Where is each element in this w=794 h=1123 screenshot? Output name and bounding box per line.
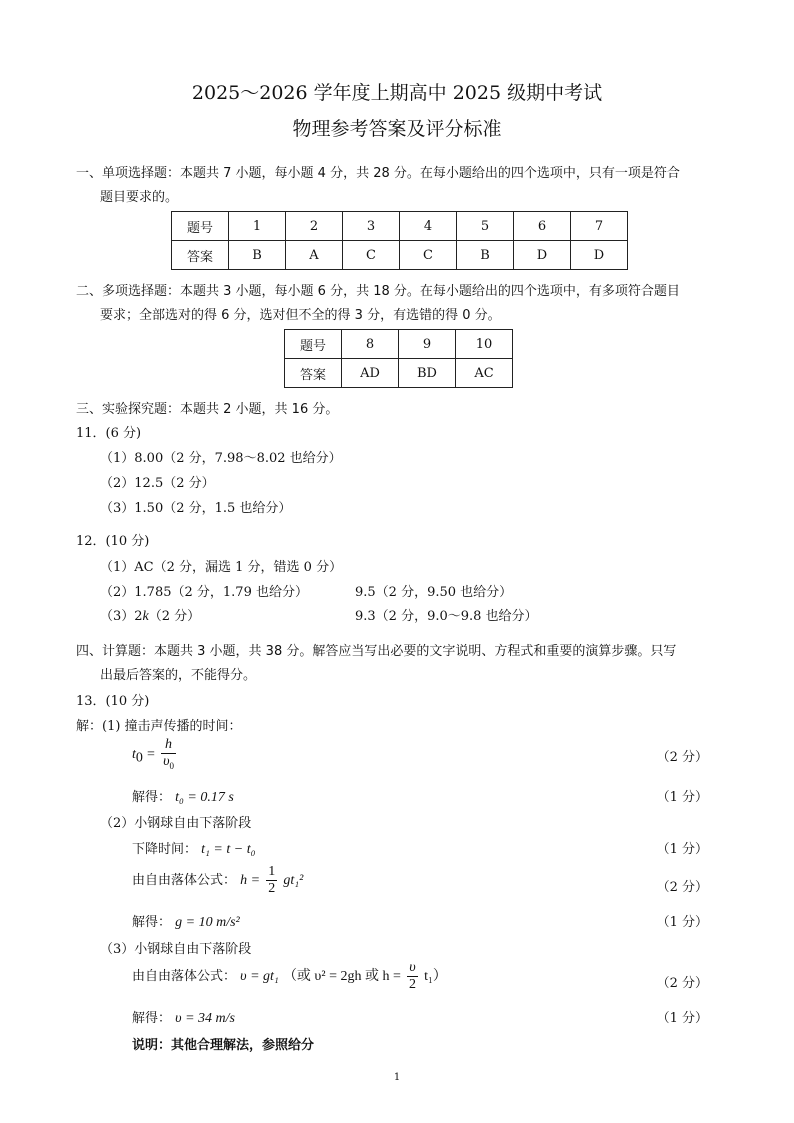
question-number: 1 (229, 212, 286, 241)
answer-cell: D (514, 241, 571, 270)
sol2-label: 解得： (132, 915, 172, 930)
eq1-fraction (161, 738, 176, 771)
section2-answer-table (284, 329, 513, 388)
eq1-den-var: υ (163, 754, 170, 769)
velocity-formula (132, 961, 447, 992)
table-row-numbers (285, 330, 513, 359)
eq1-den-sub: 0 (169, 760, 175, 771)
page-number: 1 (393, 1072, 401, 1083)
solution-1 (132, 786, 234, 806)
q13-part3-label: （3）小钢球自由下落阶段 (100, 942, 252, 957)
answer-cell: B (229, 241, 286, 270)
section4-text-line1: 四、计算题：本题共 3 小题，共 38 分。解答应当写出必要的文字说明、方程式和重要的演算步骤。只写 (76, 644, 677, 659)
score-mark: （2 分） (656, 880, 708, 895)
section1-text-line1: 一、单项选择题：本题共 7 小题，每小题 4 分，共 28 分。在每小题给出的四个选项中，只有一项是符合 (76, 166, 680, 181)
q13-part2-label: （2）小钢球自由下落阶段 (100, 816, 252, 831)
q11-line: （2）12.5（2 分） (100, 476, 215, 491)
freefall-lhs: h = (240, 873, 261, 888)
formula-numerator: υ (407, 961, 418, 977)
row-label: 答案 (285, 359, 342, 388)
freefall-denominator: 2 (268, 881, 276, 896)
page-title: 2025～2026 学年度上期高中 2025 级期中考试 (191, 82, 603, 104)
row-label: 题号 (172, 212, 229, 241)
score-mark: （1 分） (656, 1011, 708, 1026)
solution-3 (132, 1007, 235, 1027)
sol1-expr: t₀ = 0.17 s (175, 790, 234, 805)
formula-mid: （或 υ² = 2gh 或 h = (282, 969, 401, 984)
answer-cell: AD (342, 359, 399, 388)
section3-text: 三、实验探究题：本题共 2 小题，共 16 分。 (76, 402, 339, 417)
note: 说明：其他合理解法，参照给分 (132, 1038, 315, 1053)
freefall-label: 由自由落体公式： (132, 873, 237, 888)
fall-time (132, 838, 255, 858)
q11-line: （1）8.00（2 分，7.98～8.02 也给分） (100, 451, 342, 466)
fall-time-expr: t₁ = t − t₀ (201, 842, 256, 857)
question-number: 10 (456, 330, 513, 359)
q12-line3-suffix: （2 分） (148, 609, 201, 624)
q13-part1-label: 解：(1) 撞击声传播的时间： (76, 719, 242, 734)
question-number: 4 (400, 212, 457, 241)
freefall-formula (132, 865, 303, 896)
sol3-expr: υ = 34 m/s (175, 1011, 235, 1026)
equation-propagation-time: $t_0$ = $\frac{h}{\upsilon_0}$ (132, 737, 175, 771)
q11-head: 11．(6 分) (76, 426, 142, 441)
section2-text-line1: 二、多项选择题：本题共 3 小题，每小题 6 分，共 18 分。在每小题给出的四个选项中，有多项符合题目 (76, 284, 680, 299)
score-mark: （1 分） (656, 915, 708, 930)
score-mark: （2 分） (656, 750, 708, 765)
q12-line2-right: 9.5（2 分，9.50 也给分） (355, 585, 513, 600)
answer-cell: C (343, 241, 400, 270)
sol2-expr: g = 10 m/s² (175, 915, 240, 930)
freefall-rhs: gt₁² (283, 873, 304, 888)
sol3-label: 解得： (132, 1011, 172, 1026)
q12-line3-var: k (142, 609, 149, 624)
q12-line1: （1）AC（2 分，漏选 1 分，错选 0 分） (100, 560, 343, 575)
eq1-lhs: t (132, 746, 136, 762)
formula-expr1: υ = gt₁ (240, 969, 279, 984)
q12-line3-prefix: （3）2 (100, 609, 143, 624)
q12-head: 12．(10 分) (76, 534, 150, 549)
section2-text-line2: 要求；全部选对的得 6 分，选对但不全的得 3 分，有选错的得 0 分。 (100, 308, 501, 323)
score-mark: （1 分） (656, 842, 708, 857)
question-number: 6 (514, 212, 571, 241)
answer-cell: BD (399, 359, 456, 388)
answer-cell: C (400, 241, 457, 270)
eq1-numerator: h (161, 738, 176, 754)
question-number: 2 (286, 212, 343, 241)
table-row-answers (285, 359, 513, 388)
section1-text-line2: 题目要求的。 (100, 190, 179, 205)
freefall-numerator: 1 (268, 864, 276, 879)
score-mark: （2 分） (656, 976, 708, 991)
question-number: 5 (457, 212, 514, 241)
question-number: 8 (342, 330, 399, 359)
q11-line: （3）1.50（2 分，1.5 也给分） (100, 501, 292, 516)
row-label: 答案 (172, 241, 229, 270)
answer-cell: AC (456, 359, 513, 388)
question-number: 9 (399, 330, 456, 359)
q12-line3-left (100, 605, 200, 625)
row-label: 题号 (285, 330, 342, 359)
formula-end: t₁） (424, 969, 447, 984)
sol1-label: 解得： (132, 790, 172, 805)
question-number: 3 (343, 212, 400, 241)
formula-denominator: 2 (409, 977, 416, 992)
formula-fraction (407, 961, 418, 992)
question-number: 7 (571, 212, 628, 241)
eq1-denominator (161, 754, 176, 771)
fall-time-label: 下降时间： (132, 842, 198, 857)
section1-answer-table (171, 211, 628, 270)
q12-line3-right: 9.3（2 分，9.0～9.8 也给分） (355, 609, 538, 624)
answer-cell: A (286, 241, 343, 270)
freefall-fraction (266, 865, 277, 896)
table-row-numbers (172, 212, 628, 241)
solution-2 (132, 911, 240, 931)
score-mark: （1 分） (656, 790, 708, 805)
page-subtitle: 物理参考答案及评分标准 (292, 118, 502, 140)
q13-head: 13．(10 分) (76, 694, 150, 709)
answer-cell: D (571, 241, 628, 270)
answer-cell: B (457, 241, 514, 270)
formula-label: 由自由落体公式： (132, 969, 237, 984)
section4-text-line2: 出最后答案的，不能得分。 (100, 668, 257, 683)
q12-line2-left: （2）1.785（2 分，1.79 也给分） (100, 585, 308, 600)
table-row-answers (172, 241, 628, 270)
eq1-sub: 0 (135, 750, 143, 766)
